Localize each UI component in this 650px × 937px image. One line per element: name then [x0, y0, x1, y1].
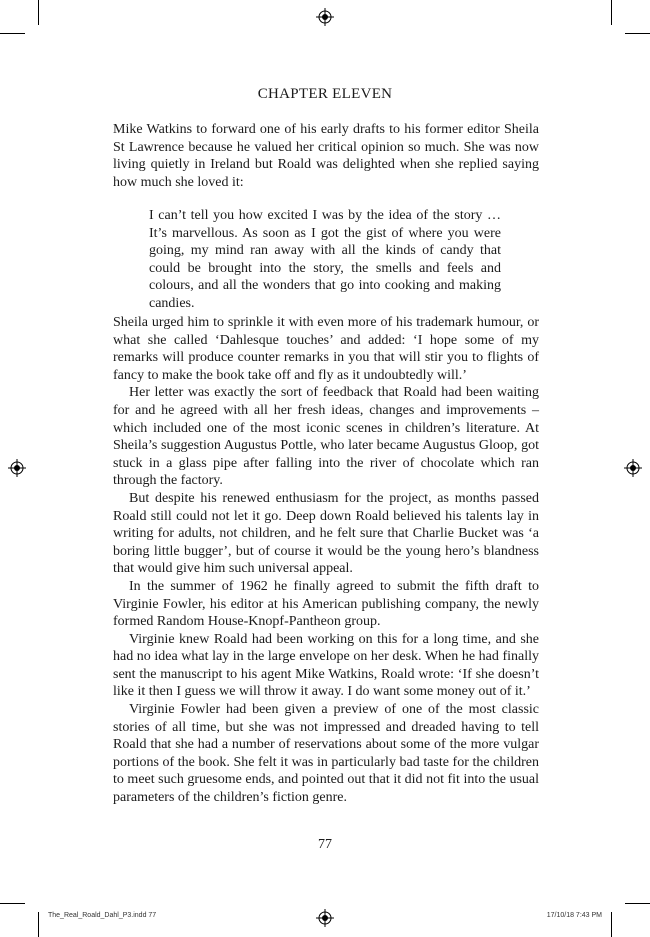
chapter-header: CHAPTER ELEVEN	[257, 86, 393, 102]
block-quote	[149, 207, 501, 313]
crop-mark-icon	[611, 0, 612, 25]
crop-mark-icon	[625, 903, 650, 904]
body-text-main	[113, 314, 539, 807]
body-text-intro	[113, 121, 539, 191]
crop-mark-icon	[38, 0, 39, 25]
registration-mark-icon	[316, 8, 334, 26]
paragraph: Mike Watkins to forward one of his early drafts to his former editor Sheila St Lawrence because he valued her critical opinion so much. She was now living quietly in Ireland but Roald was delighted when she replied saying how much she loved it:	[113, 122, 539, 190]
registration-mark-icon	[8, 459, 26, 477]
slug-filename: The_Real_Roald_Dahl_P3.indd 77	[48, 912, 157, 919]
registration-mark-icon	[316, 909, 334, 927]
paragraph: Her letter was exactly the sort of feedback that Roald had been waiting for and he agreed with all her fresh ideas, changes and improvements – which included one of the most iconic scenes in children’s literature. At Sheila’s suggestion Augustus Pottle, who later became Augustus Gloop, got stuck in a glass pipe after falling into the river of chocolate which ran through the factory.	[113, 385, 539, 489]
crop-mark-icon	[0, 903, 25, 904]
crop-mark-icon	[611, 912, 612, 937]
quote-text: I can’t tell you how excited I was by the idea of the story … It’s marvellous. As soon as I got the gist of where you were going, my mind ran away with all the kinds of candy that could be brought into the story, the smells and feels and colours, and all the wonders that go into cooking and making candies.	[149, 208, 501, 311]
paragraph: In the summer of 1962 he finally agreed to submit the fifth draft to Virginie Fowler, his editor at his American publishing company, the newly formed Random House-Knopf-Pantheon group.	[113, 578, 539, 630]
paragraph: But despite his renewed enthusiasm for the project, as months passed Roald still could not let it go. Deep down Roald believed his talents lay in writing for adults, not children, and he felt sure that Charlie Bucket was ‘a boring little bugger’, but of course it would be the young hero’s blandness that would give him such universal appeal.	[113, 490, 539, 577]
paragraph: Virginie Fowler had been given a preview of one of the most classic stories of all time, but she was not impressed and dreaded having to tell Roald that she had a number of reservations about some of the more vulgar portions of the book. She felt it was in particularly bad taste for the children to meet such gruesome ends, and pointed out that it did not fit into the usual parameters of the children’s fiction genre.	[113, 702, 539, 806]
paragraph: Sheila urged him to sprinkle it with even more of his trademark humour, or what she called ‘Dahlesque touches’ and added: ‘I hope some of my remarks will produce counter remarks in you that will stir you to flights of fancy to make the book take off and fly as it undoubtedly will.’	[113, 315, 539, 383]
page-number: 77	[318, 837, 332, 852]
registration-mark-icon	[624, 459, 642, 477]
crop-mark-icon	[0, 33, 25, 34]
crop-mark-icon	[38, 912, 39, 937]
crop-mark-icon	[625, 33, 650, 34]
paragraph: Virginie knew Roald had been working on this for a long time, and she had no idea what lay in the large envelope on her desk. When he had finally sent the manuscript to his agent Mike Watkins, Roald wrote: ‘If she doesn’t like it then I guess we will throw it away. I do want some money out of it.’	[113, 631, 539, 700]
slug-timestamp: 17/10/18 7:43 PM	[546, 912, 602, 919]
